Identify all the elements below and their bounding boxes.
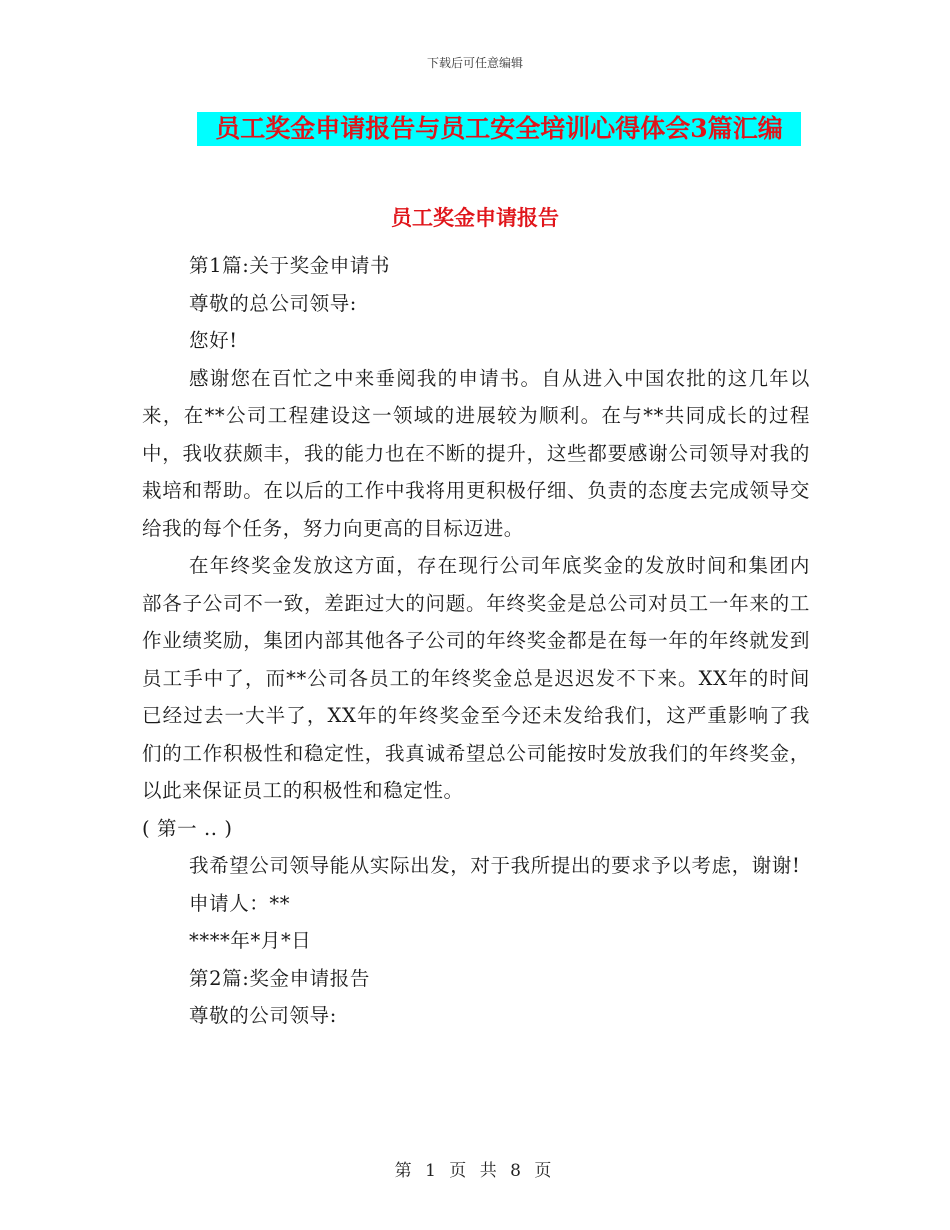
- paragraph-note: ( 第一 .. ): [142, 816, 233, 840]
- paragraph-body: 感谢您在百忙之中来垂阅我的申请书。自从进入中国农批的这几年以来，在**公司工程建设这一领域的进展较为顺利。在与**共同成长的过程中，我收获颇丰，我的能力也在不断的提升，这些都要感谢公司领导对我的栽培和帮助。在以后的工作中我将用更积极仔细、负责的态度去完成领导交给我的每个任务，努力向更高的目标迈进。: [142, 366, 810, 540]
- body-text: [142, 247, 810, 1035]
- paragraph-salutation: 尊敬的总公司领导:: [189, 291, 357, 315]
- paragraph-salutation: 尊敬的公司领导:: [189, 1004, 337, 1027]
- paragraph-body: 在年终奖金发放这方面，存在现行公司年底奖金的发放时间和集团内部各子公司不一致，差距过大的问题。年终奖金是总公司对员工一年来的工作业绩奖励，集团内部其他各子公司的年终奖金都是在每一年的年终就发到员工手中了，而**公司各员工的年终奖金总是迟迟发不下来。XX年的时间已经过去一大半了，XX年的年终奖金至今还未发给我们，这严重影响了我们的工作积极性和稳定性，我真诚希望总公司能按时发放我们的年终奖金，以此来保证员工的积极性和稳定性。: [142, 554, 810, 802]
- page-number-footer: 第 1 页 共 8 页: [394, 1161, 556, 1181]
- paragraph-body: 我希望公司领导能从实际出发，对于我所提出的要求予以考虑，谢谢!: [189, 854, 801, 877]
- paragraph-date: ****年*月*日: [189, 929, 312, 952]
- paragraph-greeting: 您好!: [189, 329, 238, 352]
- section-title: 员工奖金申请报告: [391, 205, 559, 230]
- paragraph-article-heading: 第2篇:奖金申请报告: [189, 966, 370, 990]
- paragraph-applicant: 申请人：**: [189, 891, 291, 915]
- header-note: 下载后可任意编辑: [426, 56, 523, 70]
- paragraph-article-heading: 第1篇:关于奖金申请书: [189, 254, 391, 277]
- document-title: 员工奖金申请报告与员工安全培训心得体会3篇汇编: [197, 112, 801, 146]
